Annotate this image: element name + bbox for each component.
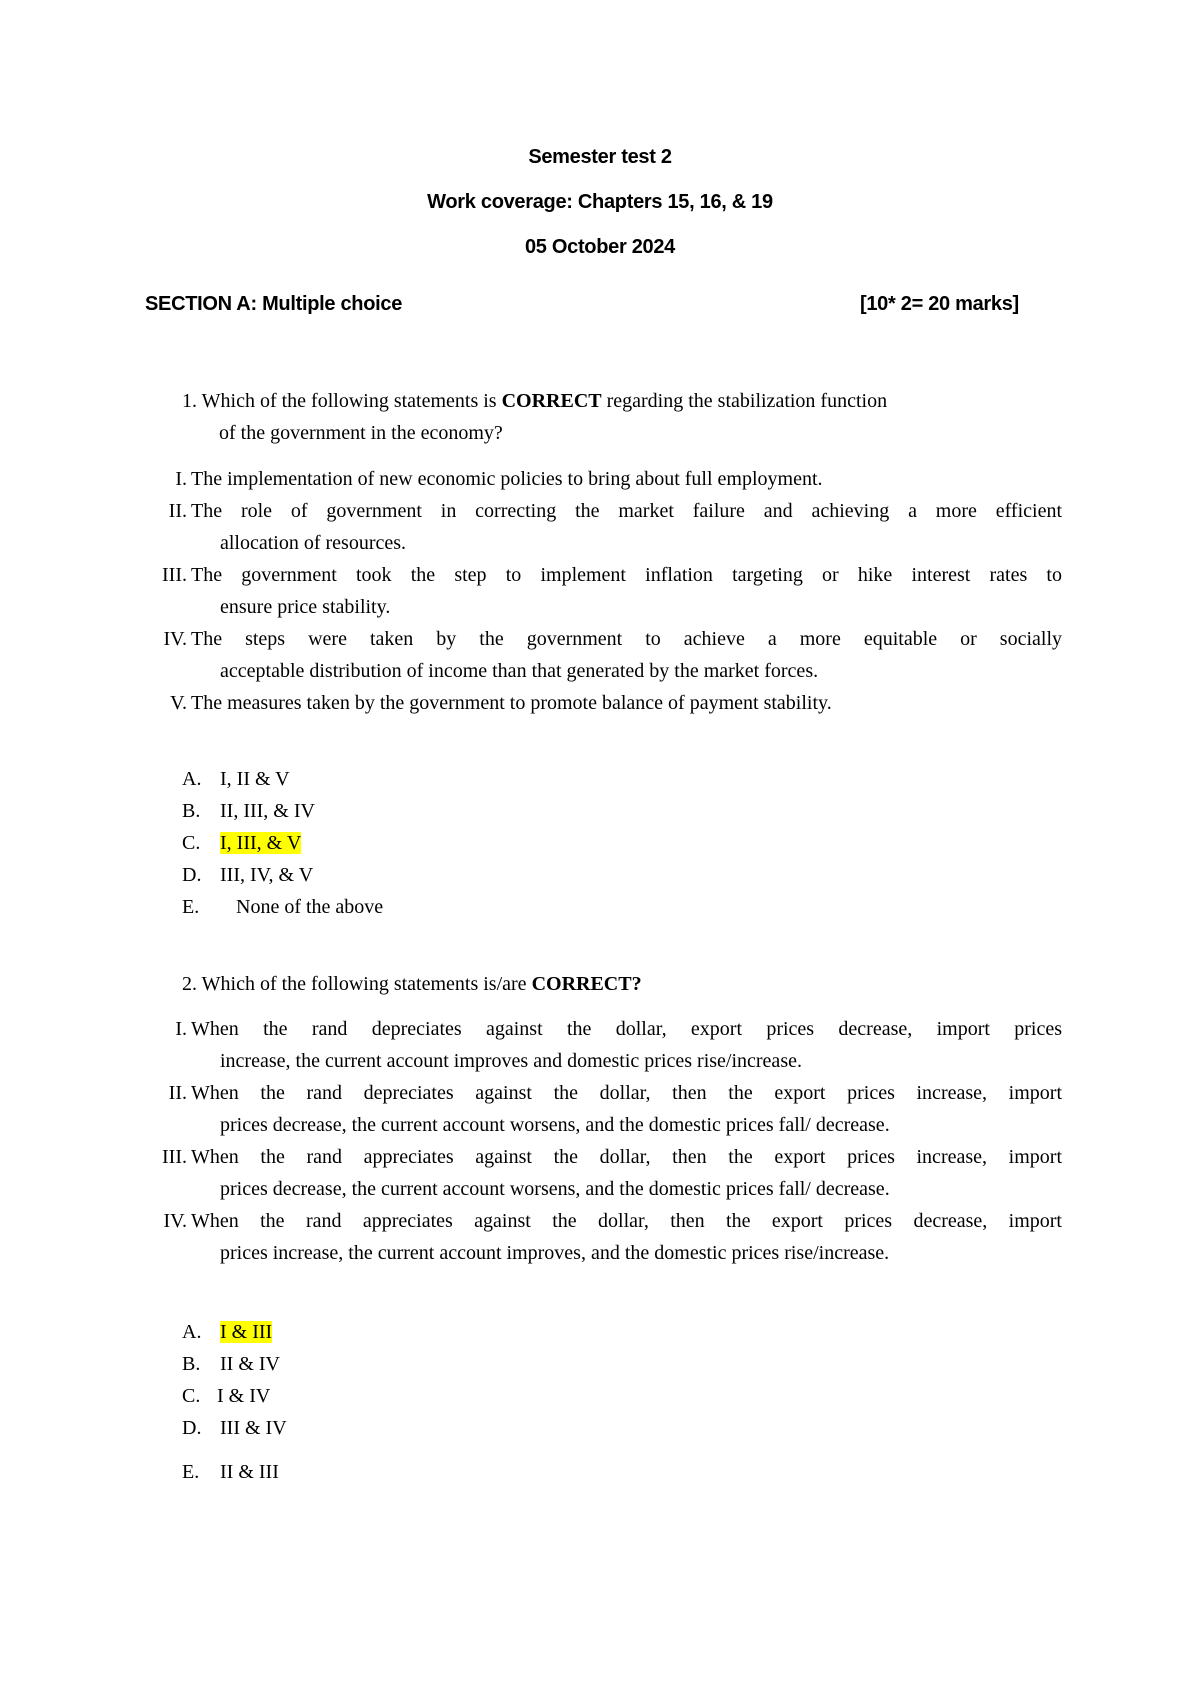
option-b[interactable] (182, 795, 582, 827)
statement-line-1: When the rand depreciates against the dollar, then the export prices increase, import (191, 1082, 1062, 1104)
option-d[interactable] (182, 859, 582, 891)
statement-text (191, 1077, 1062, 1141)
option-letter: E. (182, 896, 200, 918)
option-letter: B. (182, 800, 201, 822)
option-a[interactable] (182, 763, 582, 795)
statement-line-2: ensure price stability. (220, 596, 391, 618)
section-label: SECTION A: Multiple choice (145, 293, 403, 315)
statement-numeral: V. (170, 692, 187, 714)
question-number: 2. (182, 973, 197, 995)
option-text: III, IV, & V (220, 864, 314, 886)
option-letter: D. (182, 864, 202, 886)
statement-line-2: prices increase, the current account improves, and the domestic prices rise/increase. (220, 1242, 890, 1264)
statement-text (191, 495, 1062, 559)
option-a[interactable] (182, 1316, 582, 1348)
option-e[interactable] (182, 891, 582, 923)
option-d[interactable] (182, 1412, 582, 1444)
option-text: I, II & V (220, 768, 290, 790)
stem-emphasis: CORRECT? (531, 973, 642, 995)
option-letter: B. (182, 1353, 201, 1375)
statement-numeral: IV. (163, 1210, 187, 1232)
statement-line-1: The steps were taken by the government to achieve a more equitable or socially (191, 628, 1062, 650)
option-letter: A. (182, 768, 202, 790)
option-text: II, III, & IV (220, 800, 315, 822)
stem-text-before: Which of the following statements is (201, 390, 502, 412)
stem-text-before: Which of the following statements is/are (201, 973, 532, 995)
statement-text (191, 623, 1062, 687)
stem-emphasis: CORRECT (501, 390, 602, 412)
statement-numeral: III. (162, 564, 187, 586)
question-number: 1. (182, 390, 197, 412)
option-b[interactable] (182, 1348, 582, 1380)
option-letter: A. (182, 1321, 202, 1343)
statement-line-1: The measures taken by the government to promote balance of payment stability. (191, 692, 832, 714)
option-text-highlighted: I, III, & V (220, 832, 302, 854)
option-text: II & III (220, 1461, 279, 1483)
statement-numeral: III. (162, 1146, 187, 1168)
section-marks: [10* 2= 20 marks] (860, 293, 1019, 315)
statement-text (191, 1205, 1062, 1269)
statement-line-1: The role of government in correcting the market failure and achieving a more efficient (191, 500, 1062, 522)
statement-text (191, 559, 1062, 623)
section-heading-row (145, 293, 1045, 316)
stem-line-2: of the government in the economy? (219, 422, 503, 444)
statement-line-1: When the rand appreciates against the dollar, then the export prices decrease, import (191, 1210, 1062, 1232)
statement-text (191, 1141, 1062, 1205)
option-text: III & IV (220, 1417, 287, 1439)
option-text: II & IV (220, 1353, 280, 1375)
statement-numeral: IV. (163, 628, 187, 650)
option-c[interactable] (182, 1380, 582, 1412)
statement-numeral: I. (175, 1018, 187, 1040)
statement-text (191, 463, 1062, 495)
test-title: Semester test 2 (528, 146, 672, 168)
option-letter: E. (182, 1461, 200, 1483)
statement-line-1: When the rand depreciates against the dollar, export prices decrease, import prices (191, 1018, 1062, 1040)
question-stem (182, 385, 1062, 449)
statement-line-2: increase, the current account improves and domestic prices rise/increase. (220, 1050, 802, 1072)
stem-text-after: regarding the stabilization function (601, 390, 888, 412)
work-coverage: Work coverage: Chapters 15, 16, & 19 (427, 191, 773, 213)
statement-numeral: I. (175, 468, 187, 490)
statement-text (191, 1013, 1062, 1077)
statement-line-1: The implementation of new economic policies to bring about full employment. (191, 468, 823, 490)
statement-numeral: II. (168, 1082, 187, 1104)
statement-line-2: acceptable distribution of income than that generated by the market forces. (220, 660, 819, 682)
option-letter: C. (182, 1385, 201, 1407)
option-e[interactable] (182, 1456, 582, 1488)
question-stem (182, 968, 1062, 1000)
option-c[interactable] (182, 827, 582, 859)
test-date: 05 October 2024 (524, 236, 676, 258)
statement-line-2: prices decrease, the current account worsens, and the domestic prices fall/ decrease. (220, 1178, 890, 1200)
option-letter: C. (182, 832, 201, 854)
statement-line-1: The government took the step to implement inflation targeting or hike interest rates to (191, 564, 1062, 586)
option-text: None of the above (236, 896, 384, 918)
option-letter: D. (182, 1417, 202, 1439)
statement-line-2: allocation of resources. (220, 532, 407, 554)
statement-text (191, 687, 1062, 719)
option-text: I & IV (217, 1385, 271, 1407)
statement-line-2: prices decrease, the current account worsens, and the domestic prices fall/ decrease. (220, 1114, 890, 1136)
statement-line-1: When the rand appreciates against the dollar, then the export prices increase, import (191, 1146, 1062, 1168)
statement-numeral: II. (168, 500, 187, 522)
option-text-highlighted: I & III (220, 1321, 273, 1343)
